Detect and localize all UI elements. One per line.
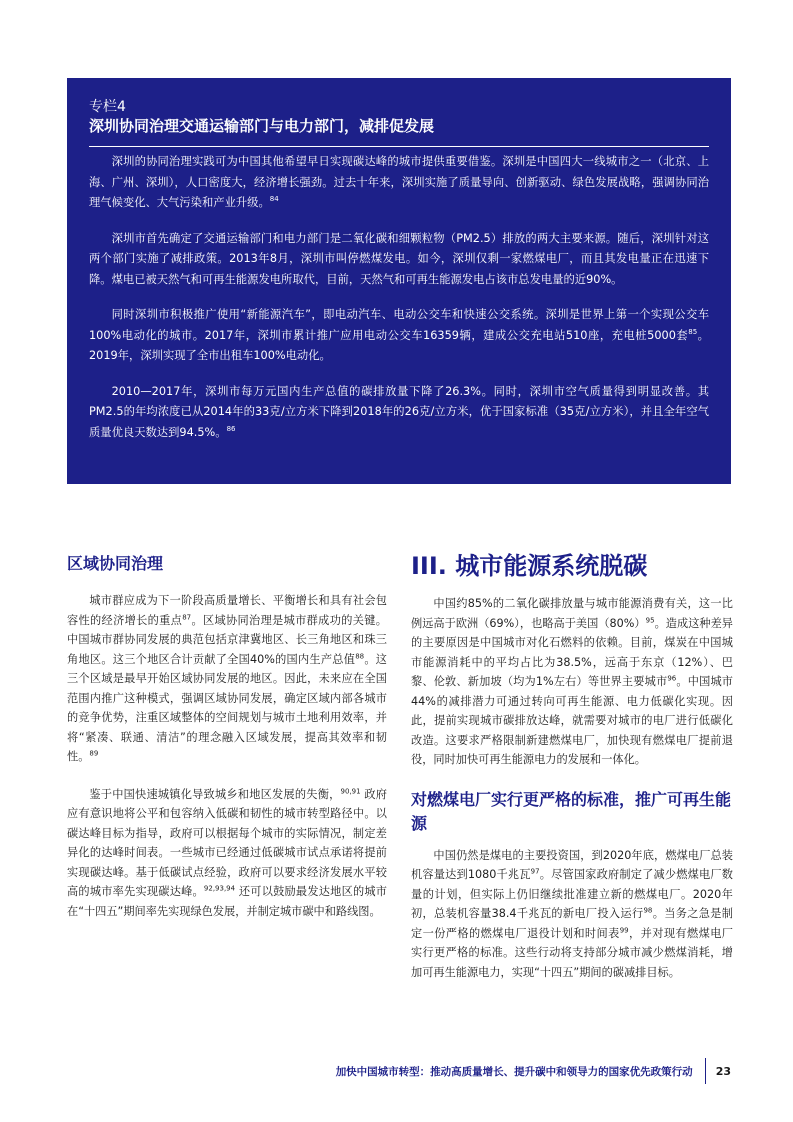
box-divider [89, 146, 709, 147]
body-paragraph: 鉴于中国快速城镇化导致城乡和地区发展的失衡，$^{90,91}$ 政府应有意识地将公平和包容纳入低碳和韧性的城市转型路径中。以碳达峰目标为指导，政府可以根据每个城市的实际情况，制定差异化的达峰时间表。一些城市已经通过低碳城市试点承诺将提前实现碳达峰。基于低碳试点经验，政府可以要求经济发展水平较高的城市率先实现碳达峰。$^{92,93,94}$ 还可以鼓励最发达地区的城市在“十四五”期间率先实现绿色发展，并制定城市碳中和路线图。 [67, 786, 387, 918]
body-paragraph: 中国仍然是煤电的主要投资国，到2020年底，燃煤电厂总装机容量达到1080千兆瓦$^{97}$。尽管国家政府制定了减少燃煤电厂数量的计划，但实际上仍旧继续批准建立新的燃煤电厂。2020年初，总装机容量38.4千兆瓦的新电厂投入运行$^{98}$。当务之急是制定一份严格的燃煤电厂退役计划和时间表$^{99}$，并对现有燃煤电厂实行更严格的标准。这些行动将支持部分城市减少燃煤消耗，增加可再生能源电力，实现“十四五”期间的碳减排目标。 [411, 848, 733, 979]
case-study-box [67, 78, 731, 484]
left-column [67, 552, 387, 939]
box-paragraph: 同时深圳市积极推广使用“新能源汽车”，即电动汽车、电动公交车和快速公交系统。深圳是世界上第一个实现公交车100%电动化的城市。2017年，深圳市累计推广应用电动公交车16359辆，建成公交充电站510座，充电桩5000套$^{85}$。2019年，深圳实现了全市出租车100%电动化。 [89, 308, 709, 362]
box-title: 深圳协同治理交通运输部门与电力部门，减排促发展 [89, 117, 435, 135]
box-label: 专栏4 [89, 99, 126, 115]
right-column [411, 548, 733, 1000]
box-paragraph: 深圳的协同治理实践可为中国其他希望早日实现碳达峰的城市提供重要借鉴。深圳是中国四大一线城市之一（北京、上海、广州、深圳），人口密度大，经济增长强劲。过去十年来，深圳实施了质量导向、创新驱动、绿色发展战略，强调协同治理气候变化、大气污染和产业升级。$^{84}$ [89, 155, 709, 209]
page-footer [336, 1058, 731, 1084]
body-paragraph: 城市群应成为下一阶段高质量增长、平衡增长和具有社会包容性的经济增长的重点$^{87}$。区域协同治理是城市群成功的关键。中国城市群协同发展的典范包括京津冀地区、长三角地区和珠三角地区。这三个地区合计贡献了全国40%的国内生产总值$^{88}$。这三个区域是最早开始区域协同发展的地区。因此，未来应在全国范围内推广这种模式，强调区域协同发展，确定区域内部各城市的竞争优势，注重区域整体的空间规划与城市土地利用效率，并将“紧凑、联通、清洁”的理念融入区域发展，提高其效率和韧性。$^{89}$ [67, 594, 387, 763]
page-number: 23 [715, 1064, 731, 1078]
subsection-heading: 对燃煤电厂实行更严格的标准，推广可再生能源 [411, 789, 732, 833]
body-paragraph: 中国约85%的二氧化碳排放量与城市能源消费有关，这一比例远高于欧洲（69%），也略高于美国$(80\%)^{95}$。造成这种差异的主要原因是中国城市对化石燃料的依赖。目前，煤炭在中国城市能源消耗中的平均占比为38.5%，远高于东京（12%）、巴黎、伦敦、新加坡（均为1%左右）等世界主要城市$^{96}$。中国城市44%的减排潜力可通过转向可再生能源、电力低碳化实现。因此，提前实现城市碳排放达峰，就需要对城市的电厂进行低碳化改造。这要求严格限制新建燃煤电厂，加快现有燃煤电厂提前退役，同时加快可再生能源电力的发展和一体化。 [411, 597, 733, 766]
section-heading-regional: 区域协同治理 [67, 554, 164, 573]
footer-divider [705, 1058, 706, 1084]
chapter-heading: III. 城市能源系统脱碳 [411, 552, 648, 580]
box-paragraph: 深圳市首先确定了交通运输部门和电力部门是二氧化碳和细颗粒物（PM2.5）排放的两大主要来源。随后，深圳针对这两个部门实施了减排政策。2013年8月，深圳市叫停燃煤发电。如今，深圳仅剩一家燃煤电厂，而且其发电量正在迅速下降。煤电已被天然气和可再生能源发电所取代，目前，天然气和可再生能源发电占该市总发电量的近90%。 [89, 231, 709, 286]
footer-title: 加快中国城市转型：推动高质量增长、提升碳中和领导力的国家优先政策行动 [335, 1065, 693, 1078]
box-paragraph: 2010—2017年，深圳市每万元国内生产总值的碳排放量下降了26.3%。同时，深圳市空气质量得到明显改善。其PM2.5的年均浓度已从2014年的33克/立方米下降到2018年的26克/立方米，优于国家标准（35克/立方米），并且全年空气质量优良天数达到94.5%。$^{86}$ [89, 384, 709, 439]
